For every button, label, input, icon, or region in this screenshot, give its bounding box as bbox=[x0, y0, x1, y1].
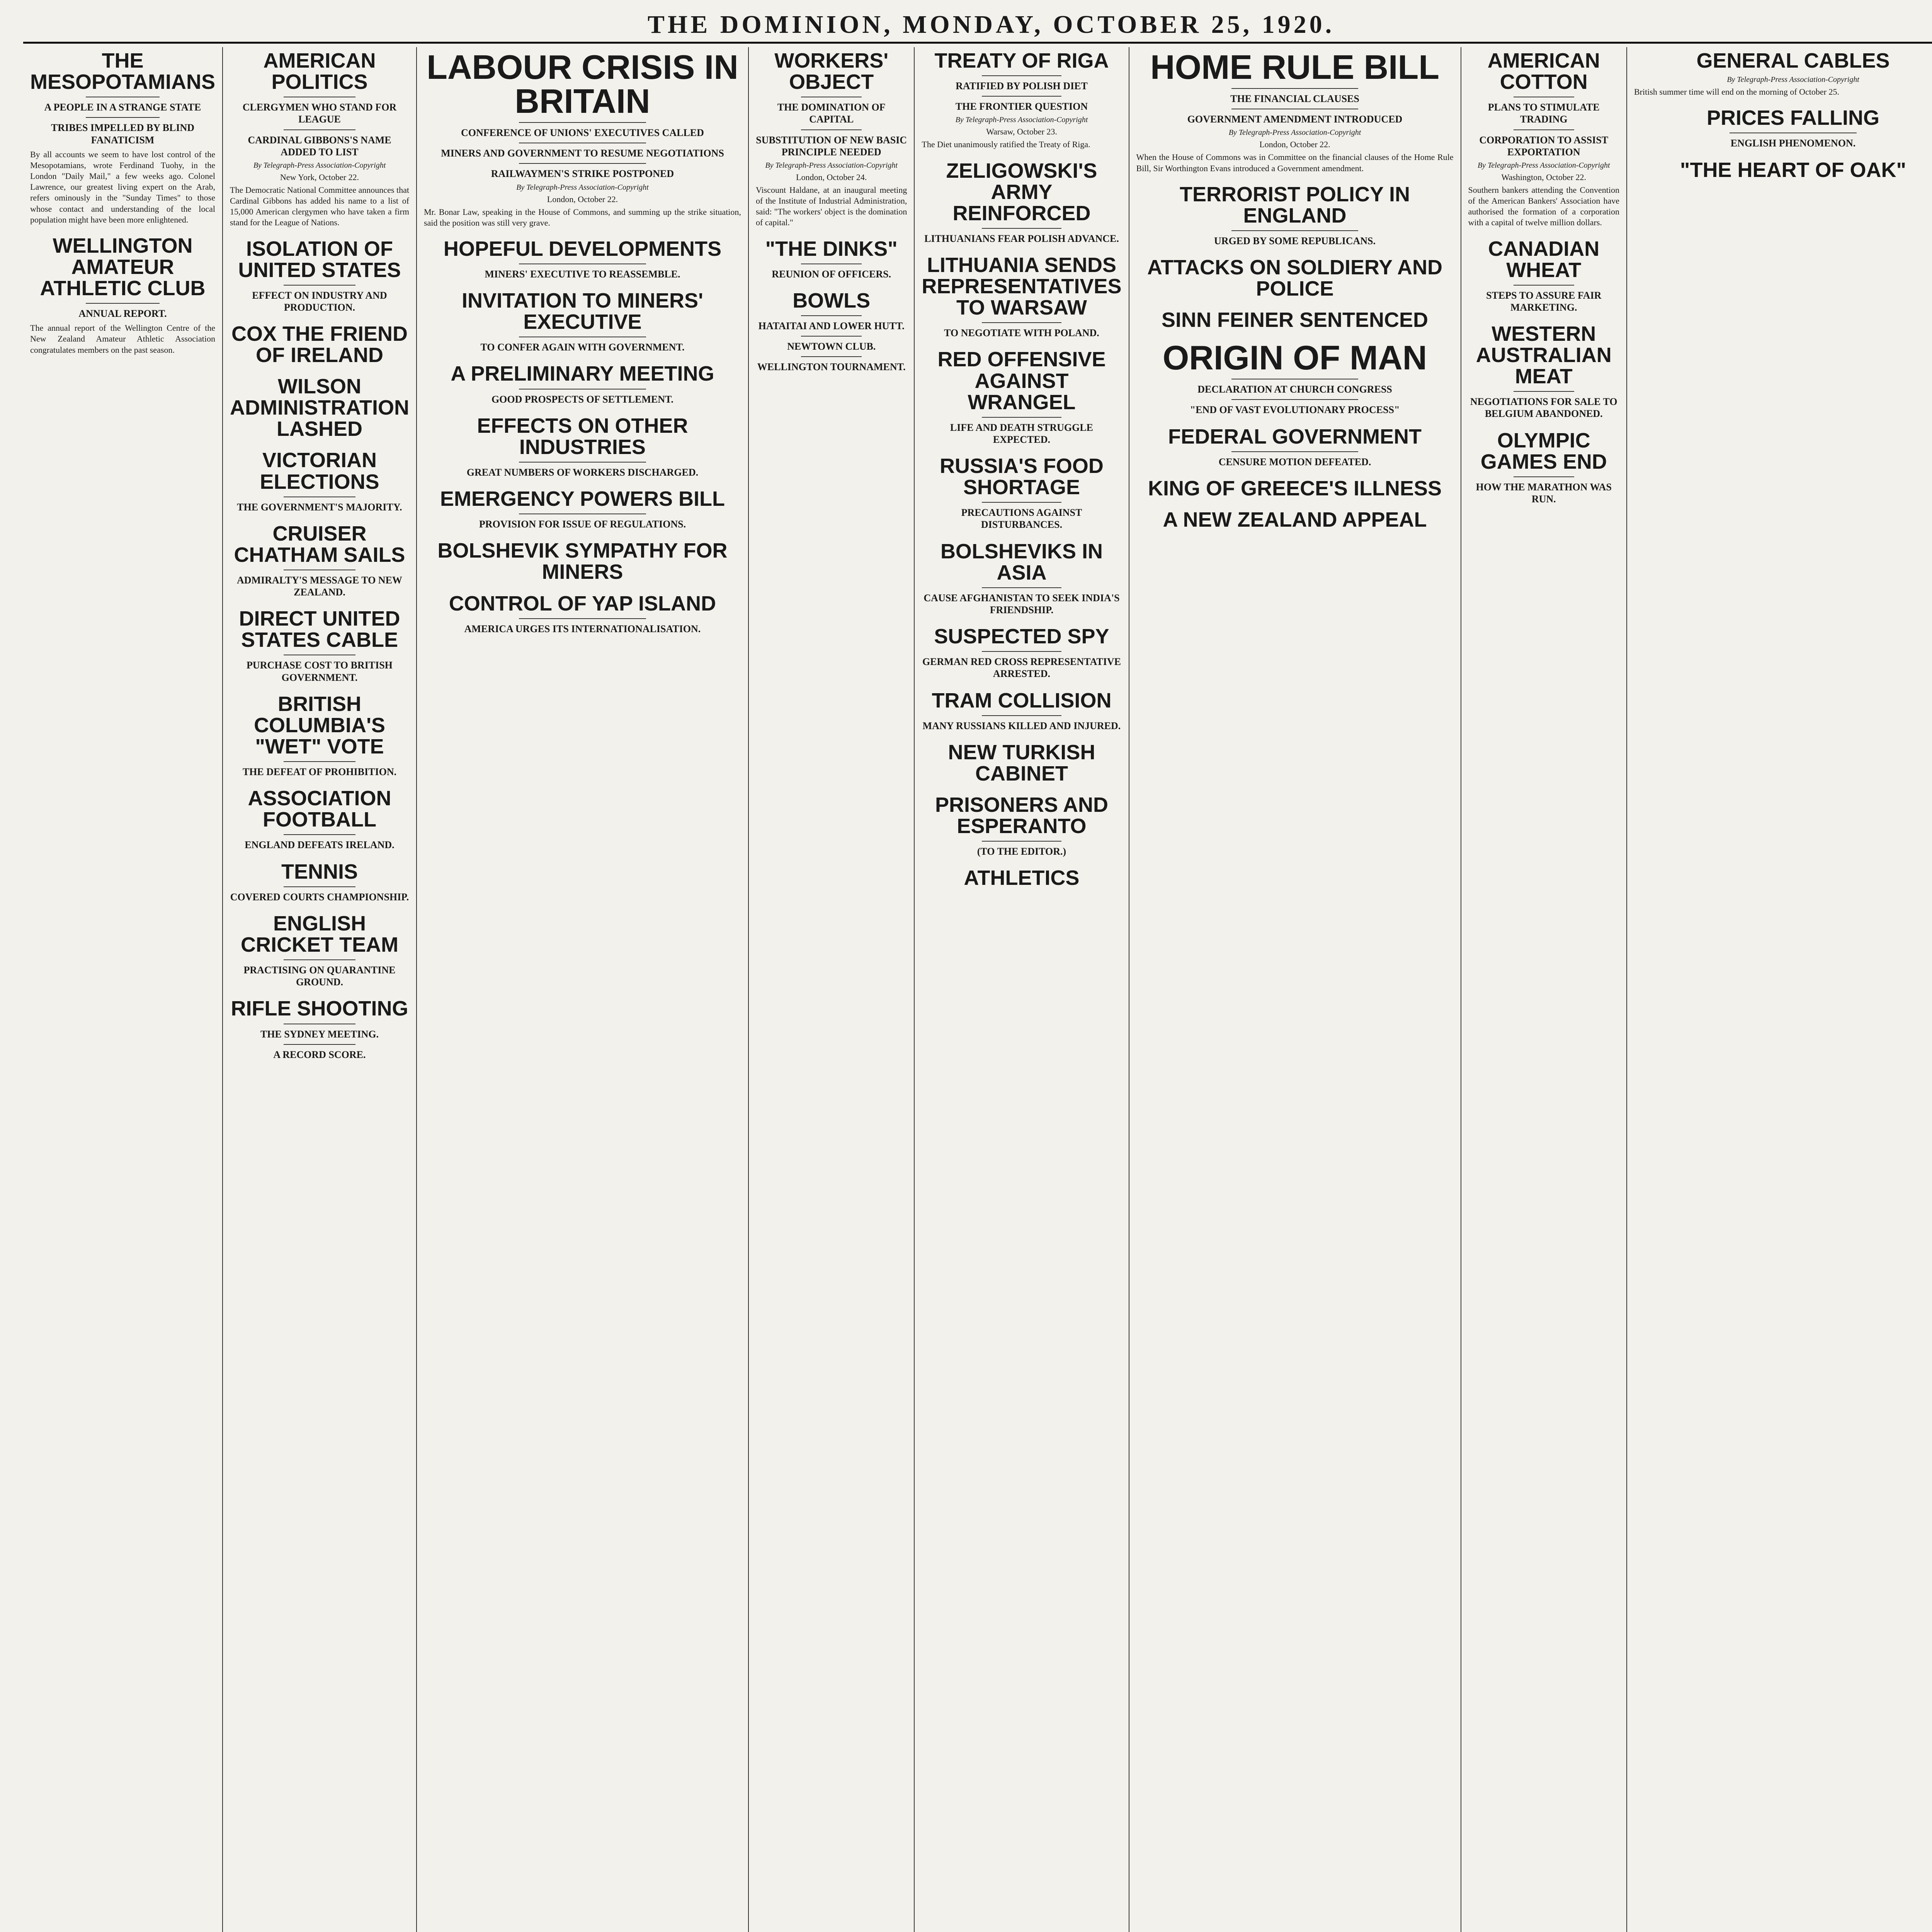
article bbox=[1634, 107, 1932, 149]
article bbox=[424, 540, 741, 583]
article-headline: GENERAL CABLES bbox=[1696, 49, 1890, 72]
article-headline: FEDERAL GOVERNMENT bbox=[1168, 425, 1422, 448]
article-paragraph: When the House of Commons was in Committee on the financial clauses of the Home Rule Bill, Sir Worthington Evans introduced a Government amendment. bbox=[1136, 152, 1454, 173]
article bbox=[1136, 184, 1454, 247]
divider bbox=[982, 587, 1062, 588]
article-subheadline: CAUSE AFGHANISTAN TO SEEK INDIA'S FRIENDSHIP. bbox=[923, 592, 1120, 616]
article-paragraph: Southern bankers attending the Convention of the American Bankers' Association have authorised the formation of a corporation with a capital of twelve million dollars. bbox=[1468, 185, 1619, 228]
article bbox=[1136, 338, 1454, 416]
divider bbox=[86, 117, 160, 118]
article-headline: ORIGIN OF MAN bbox=[1162, 338, 1427, 377]
divider bbox=[1231, 451, 1358, 452]
article bbox=[922, 349, 1121, 446]
divider bbox=[519, 462, 646, 463]
article bbox=[230, 788, 409, 851]
article-subheadline: THE DOMINATION OF CAPITAL bbox=[777, 102, 886, 125]
divider bbox=[982, 75, 1062, 76]
article-subheadline: "END OF VAST EVOLUTIONARY PROCESS" bbox=[1190, 404, 1400, 416]
article-headline: RIFLE SHOOTING bbox=[231, 997, 408, 1020]
article-subheadline: PROVISION FOR ISSUE OF REGULATIONS. bbox=[479, 519, 686, 530]
article-subheadline: CENSURE MOTION DEFEATED. bbox=[1218, 456, 1371, 468]
article bbox=[1136, 509, 1454, 531]
article-headline: "THE HEART OF OAK" bbox=[1680, 158, 1906, 182]
article-headline: RED OFFENSIVE AGAINST WRANGEL bbox=[937, 348, 1106, 414]
article-headline: CRUISER CHATHAM SAILS bbox=[234, 522, 405, 566]
article-subheadline: (TO THE EDITOR.) bbox=[977, 846, 1066, 857]
divider bbox=[1514, 285, 1574, 286]
article-subheadline: CARDINAL GIBBONS'S NAME ADDED TO LIST bbox=[248, 134, 391, 158]
article-headline: WORKERS' OBJECT bbox=[774, 49, 889, 94]
article-headline: AMERICAN POLITICS bbox=[263, 49, 376, 94]
article-subheadline: THE DEFEAT OF PROHIBITION. bbox=[242, 766, 397, 778]
article-paragraph: Viscount Haldane, at an inaugural meeting of the Institute of Industrial Administration, said: "The workers' object is the domination of capital." bbox=[755, 185, 907, 228]
article-subheadline: STEPS TO ASSURE FAIR MARKETING. bbox=[1486, 289, 1602, 313]
article bbox=[1468, 238, 1619, 314]
article-subheadline: URGED BY SOME REPUBLICANS. bbox=[1214, 235, 1376, 247]
wire-credit: By Telegraph-Press Association-Copyright bbox=[765, 161, 898, 170]
divider bbox=[284, 834, 355, 835]
article-subheadline: HOW THE MARATHON WAS RUN. bbox=[1476, 481, 1612, 505]
article-subheadline: THE FRONTIER QUESTION bbox=[955, 101, 1088, 112]
article-headline: WESTERN AUSTRALIAN MEAT bbox=[1476, 322, 1612, 388]
divider bbox=[284, 129, 355, 130]
article bbox=[1468, 430, 1619, 505]
article bbox=[424, 488, 741, 530]
divider bbox=[982, 651, 1062, 652]
article-subheadline: NEWTOWN CLUB. bbox=[787, 341, 876, 352]
divider bbox=[982, 502, 1062, 503]
article-subheadline: PRECAUTIONS AGAINST DISTURBANCES. bbox=[961, 507, 1082, 531]
article bbox=[922, 456, 1121, 531]
article-headline: DIRECT UNITED STATES CABLE bbox=[239, 607, 400, 652]
divider bbox=[284, 285, 355, 286]
article bbox=[424, 363, 741, 405]
article-subheadline: CONFERENCE OF UNIONS' EXECUTIVES CALLED bbox=[461, 127, 704, 138]
article-subheadline: ANNUAL REPORT. bbox=[78, 308, 167, 320]
article bbox=[230, 238, 409, 314]
column bbox=[417, 47, 749, 1932]
divider bbox=[982, 841, 1062, 842]
article-headline: TERRORIST POLICY IN ENGLAND bbox=[1179, 182, 1410, 227]
article-subheadline: PRACTISING ON QUARANTINE GROUND. bbox=[243, 964, 396, 988]
article-headline: THE MESOPOTAMIANS bbox=[30, 49, 216, 94]
divider bbox=[284, 761, 355, 762]
divider bbox=[801, 336, 862, 337]
divider bbox=[982, 715, 1062, 716]
divider bbox=[284, 959, 355, 960]
article bbox=[922, 690, 1121, 732]
page-title: THE DOMINION, MONDAY, OCTOBER 25, 1920. bbox=[647, 10, 1335, 39]
article bbox=[922, 255, 1121, 339]
divider bbox=[86, 303, 160, 304]
column bbox=[915, 47, 1129, 1932]
wire-credit: By Telegraph-Press Association-Copyright bbox=[516, 183, 649, 192]
article bbox=[424, 50, 741, 228]
article-subheadline: TRIBES IMPELLED BY BLIND FANATICISM bbox=[51, 122, 195, 146]
article-headline: SUSPECTED SPY bbox=[934, 625, 1109, 648]
article-headline: SINN FEINER SENTENCED bbox=[1161, 308, 1429, 332]
article bbox=[230, 998, 409, 1060]
article-headline: CONTROL OF YAP ISLAND bbox=[449, 592, 716, 615]
article-headline: INVITATION TO MINERS' EXECUTIVE bbox=[462, 289, 703, 334]
article bbox=[922, 794, 1121, 857]
article bbox=[1136, 310, 1454, 331]
article-paragraph: The annual report of the Wellington Centre of the New Zealand Amateur Athletic Association congratulates members on the past season. bbox=[30, 323, 215, 355]
column-grid bbox=[23, 47, 1932, 1932]
divider bbox=[801, 315, 862, 316]
column bbox=[1461, 47, 1627, 1932]
column bbox=[749, 47, 915, 1932]
column bbox=[1129, 47, 1461, 1932]
article-subheadline: THE GOVERNMENT'S MAJORITY. bbox=[237, 501, 402, 513]
masthead bbox=[23, 9, 1932, 44]
article-headline: PRICES FALLING bbox=[1706, 106, 1880, 130]
article-subheadline: WELLINGTON TOURNAMENT. bbox=[757, 361, 906, 373]
article bbox=[756, 290, 907, 373]
article bbox=[922, 626, 1121, 680]
article-subheadline: ENGLAND DEFEATS IRELAND. bbox=[245, 839, 395, 851]
divider bbox=[284, 1044, 355, 1045]
article-headline: TREATY OF RIGA bbox=[934, 49, 1109, 72]
wire-credit: By Telegraph-Press Association-Copyright bbox=[1228, 128, 1361, 137]
article-subheadline: TO CONFER AGAIN WITH GOVERNMENT. bbox=[480, 342, 685, 353]
article-headline: NEW TURKISH CABINET bbox=[948, 740, 1095, 785]
article bbox=[230, 523, 409, 599]
article-paragraph: British summer time will end on the morning of October 25. bbox=[1634, 87, 1839, 97]
article bbox=[1468, 323, 1619, 420]
divider bbox=[1231, 399, 1358, 400]
article-headline: ENGLISH CRICKET TEAM bbox=[240, 912, 398, 956]
article bbox=[230, 861, 409, 903]
divider bbox=[982, 417, 1062, 418]
article-headline: TRAM COLLISION bbox=[932, 689, 1112, 712]
dateline: London, October 22. bbox=[1259, 139, 1330, 150]
article-subheadline: ADMIRALTY'S MESSAGE TO NEW ZEALAND. bbox=[237, 574, 402, 598]
article bbox=[30, 235, 215, 355]
article-headline: OLYMPIC GAMES END bbox=[1480, 429, 1607, 473]
dateline: London, October 24. bbox=[796, 172, 867, 182]
divider bbox=[519, 122, 646, 123]
article-paragraph: Mr. Bonar Law, speaking in the House of Commons, and summing up the strike situation, said the position was still very grave. bbox=[423, 207, 741, 228]
article bbox=[230, 323, 409, 366]
column bbox=[23, 47, 223, 1932]
article-headline: BOLSHEVIKS IN ASIA bbox=[940, 539, 1103, 584]
article-headline: WILSON ADMINISTRATION LASHED bbox=[230, 375, 409, 441]
article-headline: KING OF GREECE'S ILLNESS bbox=[1148, 476, 1442, 500]
article-headline: LABOUR CRISIS IN BRITAIN bbox=[427, 48, 738, 120]
article bbox=[230, 694, 409, 778]
divider bbox=[519, 618, 646, 619]
article bbox=[922, 742, 1121, 784]
article bbox=[230, 50, 409, 228]
article bbox=[1468, 50, 1619, 228]
article bbox=[1136, 50, 1454, 174]
article bbox=[424, 238, 741, 280]
article-paragraph: By all accounts we seem to have lost control of the Mesopotamians, wrote Ferdinand Tuohy, in the London "Daily Mail," a few weeks ago. Colonel Lawrence, our greatest living expert on the Arab, refers ominously in the "Sunday Times" to those whose contact and understanding of the local population might have been more enlightened. bbox=[30, 149, 215, 224]
article bbox=[230, 376, 409, 440]
article bbox=[424, 415, 741, 478]
article-subheadline: MANY RUSSIANS KILLED AND INJURED. bbox=[922, 720, 1121, 731]
article-headline: ASSOCIATION FOOTBALL bbox=[248, 787, 391, 832]
article-headline: A PRELIMINARY MEETING bbox=[451, 362, 714, 386]
article-headline: CANADIAN WHEAT bbox=[1488, 237, 1600, 282]
article-headline: ISOLATION OF UNITED STATES bbox=[238, 237, 401, 282]
article-subheadline: PLANS TO STIMULATE TRADING bbox=[1488, 102, 1600, 125]
divider bbox=[801, 356, 862, 357]
dateline: London, October 22. bbox=[547, 194, 618, 204]
article-subheadline: MINERS' EXECUTIVE TO REASSEMBLE. bbox=[485, 268, 680, 280]
article-subheadline: GERMAN RED CROSS REPRESENTATIVE ARRESTED. bbox=[922, 656, 1121, 680]
article bbox=[1634, 50, 1932, 97]
article-subheadline: ENGLISH PHENOMENON. bbox=[1730, 138, 1856, 149]
wire-credit: By Telegraph-Press Association-Copyright bbox=[1477, 161, 1610, 170]
divider bbox=[1514, 391, 1574, 392]
divider bbox=[519, 163, 646, 164]
article bbox=[756, 238, 907, 280]
dateline: New York, October 22. bbox=[280, 172, 359, 182]
wire-credit: By Telegraph-Press Association-Copyright bbox=[253, 161, 386, 170]
article-headline: COX THE FRIEND OF IRELAND bbox=[231, 322, 408, 367]
article-headline: BOLSHEVIK SYMPATHY FOR MINERS bbox=[437, 539, 728, 584]
article bbox=[922, 867, 1121, 889]
article-headline: BOWLS bbox=[793, 289, 871, 312]
article-headline: ATHLETICS bbox=[964, 866, 1080, 890]
article-subheadline: MINERS AND GOVERNMENT TO RESUME NEGOTIATIONS bbox=[441, 148, 724, 159]
article-headline: EMERGENCY POWERS BILL bbox=[440, 487, 725, 511]
article-subheadline: RAILWAYMEN'S STRIKE POSTPONED bbox=[491, 168, 674, 180]
article-headline: ZELIGOWSKI'S ARMY REINFORCED bbox=[946, 159, 1097, 225]
article-subheadline: DECLARATION AT CHURCH CONGRESS bbox=[1197, 384, 1392, 395]
article-subheadline: A PEOPLE IN A STRANGE STATE bbox=[44, 102, 201, 113]
article-subheadline: THE FINANCIAL CLAUSES bbox=[1230, 93, 1359, 104]
article-subheadline: GOOD PROSPECTS OF SETTLEMENT. bbox=[491, 393, 673, 405]
wire-credit: By Telegraph-Press Association-Copyright bbox=[1727, 75, 1859, 84]
article-subheadline: PURCHASE COST TO BRITISH GOVERNMENT. bbox=[247, 660, 393, 683]
article bbox=[230, 608, 409, 684]
article-subheadline: AMERICA URGES ITS INTERNATIONALISATION. bbox=[464, 623, 701, 634]
divider bbox=[1514, 129, 1574, 130]
article-subheadline: CLERGYMEN WHO STAND FOR LEAGUE bbox=[242, 102, 397, 125]
article bbox=[922, 50, 1121, 150]
article bbox=[922, 541, 1121, 616]
article-paragraph: The Diet unanimously ratified the Treaty of Riga. bbox=[922, 139, 1090, 150]
divider bbox=[1514, 476, 1574, 477]
article-subheadline: REUNION OF OFFICERS. bbox=[772, 268, 891, 280]
article-subheadline: RATIFIED BY POLISH DIET bbox=[956, 80, 1088, 92]
article-subheadline: COVERED COURTS CHAMPIONSHIP. bbox=[230, 891, 409, 903]
article bbox=[424, 593, 741, 635]
article-headline: RUSSIA'S FOOD SHORTAGE bbox=[940, 454, 1104, 499]
dateline: Warsaw, October 23. bbox=[986, 127, 1057, 137]
article-headline: ATTACKS ON SOLDIERY AND POLICE bbox=[1147, 256, 1443, 301]
article-headline: HOME RULE BILL bbox=[1150, 48, 1439, 86]
article-subheadline: THE SYDNEY MEETING. bbox=[260, 1028, 379, 1040]
article-subheadline: LIFE AND DEATH STRUGGLE EXPECTED. bbox=[950, 422, 1094, 445]
article-headline: WELLINGTON AMATEUR ATHLETIC CLUB bbox=[40, 234, 206, 300]
article-headline: VICTORIAN ELECTIONS bbox=[260, 449, 379, 493]
article bbox=[1136, 257, 1454, 299]
article-subheadline: GREAT NUMBERS OF WORKERS DISCHARGED. bbox=[466, 466, 699, 478]
article-subheadline: HATAITAI AND LOWER HUTT. bbox=[758, 320, 905, 332]
article-subheadline: SUBSTITUTION OF NEW BASIC PRINCIPLE NEEDED bbox=[756, 134, 907, 158]
article-headline: PRISONERS AND ESPERANTO bbox=[935, 793, 1108, 838]
article-headline: AMERICAN COTTON bbox=[1487, 49, 1600, 94]
article bbox=[756, 50, 907, 228]
article bbox=[230, 450, 409, 513]
article-headline: BRITISH COLUMBIA'S "WET" VOTE bbox=[254, 692, 385, 759]
dateline: Washington, October 22. bbox=[1501, 172, 1586, 182]
article bbox=[922, 160, 1121, 245]
divider bbox=[982, 322, 1062, 323]
column bbox=[1627, 47, 1932, 1932]
wire-credit: By Telegraph-Press Association-Copyright bbox=[955, 116, 1088, 124]
article bbox=[1634, 160, 1932, 181]
article bbox=[230, 913, 409, 988]
divider bbox=[801, 129, 862, 130]
column bbox=[223, 47, 417, 1932]
article bbox=[1136, 426, 1454, 468]
article-headline: TENNIS bbox=[281, 860, 358, 883]
article-headline: LITHUANIA SENDS REPRESENTATIVES TO WARSAW bbox=[922, 253, 1122, 320]
article bbox=[30, 50, 215, 225]
article-paragraph: The Democratic National Committee announces that Cardinal Gibbons has added his name to a list of 15,000 American clergymen who have taken a firm stand for the League of Nations. bbox=[230, 185, 409, 228]
article-headline: A NEW ZEALAND APPEAL bbox=[1163, 508, 1427, 531]
article-subheadline: CORPORATION TO ASSIST EXPORTATION bbox=[1479, 134, 1609, 158]
article bbox=[1136, 478, 1454, 499]
article-subheadline: A RECORD SCORE. bbox=[273, 1049, 366, 1060]
article-subheadline: TO NEGOTIATE WITH POLAND. bbox=[944, 327, 1099, 339]
article-headline: HOPEFUL DEVELOPMENTS bbox=[443, 237, 721, 260]
divider bbox=[1231, 230, 1358, 231]
divider bbox=[982, 228, 1062, 229]
article bbox=[424, 290, 741, 353]
divider bbox=[1231, 88, 1358, 89]
article-headline: "THE DINKS" bbox=[765, 237, 898, 260]
article-subheadline: EFFECT ON INDUSTRY AND PRODUCTION. bbox=[252, 289, 387, 313]
divider bbox=[284, 886, 355, 887]
article-headline: EFFECTS ON OTHER INDUSTRIES bbox=[477, 414, 688, 459]
article-subheadline: GOVERNMENT AMENDMENT INTRODUCED bbox=[1187, 114, 1403, 125]
article-subheadline: LITHUANIANS FEAR POLISH ADVANCE. bbox=[924, 233, 1119, 244]
article-subheadline: NEGOTIATIONS FOR SALE TO BELGIUM ABANDONED. bbox=[1470, 396, 1617, 420]
divider bbox=[982, 96, 1062, 97]
